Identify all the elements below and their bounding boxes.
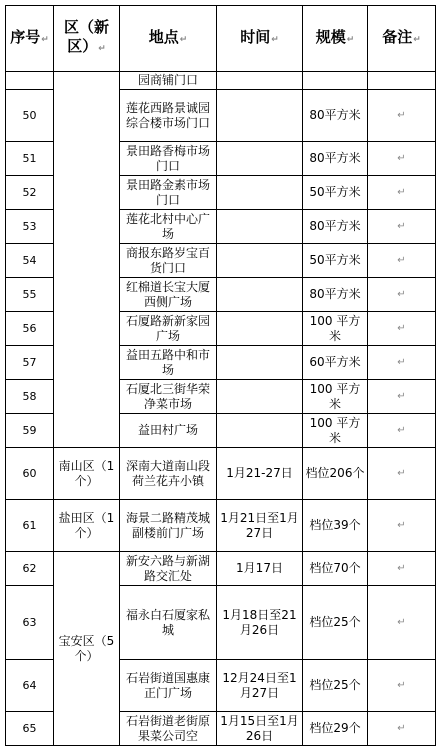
row-scale-cell: 档位39个: [303, 500, 368, 552]
row-no-cell: 62: [6, 552, 54, 586]
row-time-cell: 1月17日: [217, 552, 303, 586]
row-no-cell: 65: [6, 712, 54, 746]
row-scale-cell: 60平方米: [303, 346, 368, 380]
row-location-cell: 益田五路中和市场: [120, 346, 217, 380]
paragraph-mark-icon: ↵: [179, 34, 188, 45]
row-location-cell: 莲花北村中心广场: [120, 210, 217, 244]
row-no-cell: 51: [6, 142, 54, 176]
row-location-cell: 深南大道南山段荷兰花卉小镇: [120, 448, 217, 500]
row-scale-cell: 100 平方米: [303, 414, 368, 448]
row-location-cell: 园商铺门口: [120, 72, 217, 90]
header-scale: 规模↵: [303, 6, 368, 72]
row-note-cell: ↵: [368, 586, 436, 660]
header-no: 序号↵: [6, 6, 54, 72]
row-time-cell: 1月21-27日: [217, 448, 303, 500]
row-note-cell: ↵: [368, 244, 436, 278]
row-no-cell: 63: [6, 586, 54, 660]
schedule-table: [5, 5, 436, 746]
table-row: [6, 448, 436, 500]
row-no-cell: 54: [6, 244, 54, 278]
row-location-cell: 福永白石厦家私城: [120, 586, 217, 660]
row-location-cell: 红棉道长宝大厦西侧广场: [120, 278, 217, 312]
row-no-cell: 59: [6, 414, 54, 448]
row-time-cell: [217, 90, 303, 142]
row-location-cell: 海景二路精茂城副楼前门广场: [120, 500, 217, 552]
row-note-cell: ↵: [368, 312, 436, 346]
row-scale-cell: 100 平方米: [303, 380, 368, 414]
row-time-cell: [217, 380, 303, 414]
row-scale-cell: 档位25个: [303, 660, 368, 712]
row-scale-cell: 80平方米: [303, 142, 368, 176]
header-district: 区（新区）↵: [54, 6, 120, 72]
header-location: 地点↵: [120, 6, 217, 72]
row-location-cell: 商报东路岁宝百货门口: [120, 244, 217, 278]
row-time-cell: [217, 312, 303, 346]
row-location-cell: 石厦北三街华荣净菜市场: [120, 380, 217, 414]
row-scale-cell: 80平方米: [303, 278, 368, 312]
header-time: 时间↵: [217, 6, 303, 72]
row-time-cell: 1月15日至1月26日: [217, 712, 303, 746]
row-note-cell: [368, 72, 436, 90]
row-district-cell: [54, 72, 120, 448]
paragraph-mark-icon: ↵: [41, 34, 49, 45]
row-location-cell: 景田路香梅市场门口: [120, 142, 217, 176]
table-row: [6, 500, 436, 552]
row-time-cell: 1月18日至21月26日: [217, 586, 303, 660]
row-time-cell: [217, 176, 303, 210]
row-no-cell: 57: [6, 346, 54, 380]
row-note-cell: ↵: [368, 346, 436, 380]
row-no-cell: 61: [6, 500, 54, 552]
row-scale-cell: 50平方米: [303, 176, 368, 210]
row-note-cell: ↵: [368, 176, 436, 210]
row-scale-cell: 100 平方米: [303, 312, 368, 346]
row-time-cell: [217, 210, 303, 244]
row-no-cell: 52: [6, 176, 54, 210]
row-district-cell: 盐田区（1个）: [54, 500, 120, 552]
row-note-cell: ↵: [368, 712, 436, 746]
row-location-cell: 新安六路与新湖路交汇处: [120, 552, 217, 586]
table-header-row: [6, 6, 436, 72]
row-note-cell: ↵: [368, 448, 436, 500]
row-location-cell: 石岩街道国惠康正门广场: [120, 660, 217, 712]
row-time-cell: 12月24日至1月27日: [217, 660, 303, 712]
row-district-cell: 宝安区（5个）: [54, 552, 120, 746]
row-time-cell: [217, 278, 303, 312]
row-location-cell: 石厦路新新家园广场: [120, 312, 217, 346]
row-location-cell: 益田村广场: [120, 414, 217, 448]
row-scale-cell: 档位70个: [303, 552, 368, 586]
row-time-cell: [217, 244, 303, 278]
row-scale-cell: 80平方米: [303, 90, 368, 142]
row-scale-cell: 档位206个: [303, 448, 368, 500]
row-note-cell: ↵: [368, 660, 436, 712]
row-time-cell: 1月21日至1月27日: [217, 500, 303, 552]
row-scale-cell: 档位25个: [303, 586, 368, 660]
row-note-cell: ↵: [368, 552, 436, 586]
row-no-cell: 60: [6, 448, 54, 500]
row-location-cell: 莲花西路景诚园综合楼市场门口: [120, 90, 217, 142]
table-row: [6, 72, 436, 90]
row-no-cell: 53: [6, 210, 54, 244]
row-time-cell: [217, 346, 303, 380]
row-scale-cell: 80平方米: [303, 210, 368, 244]
row-note-cell: ↵: [368, 90, 436, 142]
row-no-cell: 64: [6, 660, 54, 712]
row-district-cell: 南山区（1个）: [54, 448, 120, 500]
row-no-cell: 56: [6, 312, 54, 346]
paragraph-mark-icon: ↵: [98, 44, 106, 54]
row-no-cell: [6, 72, 54, 90]
row-no-cell: 58: [6, 380, 54, 414]
table-row: [6, 552, 436, 586]
paragraph-mark-icon: ↵: [346, 34, 355, 45]
row-note-cell: ↵: [368, 414, 436, 448]
row-no-cell: 50: [6, 90, 54, 142]
row-scale-cell: [303, 72, 368, 90]
row-note-cell: ↵: [368, 142, 436, 176]
row-location-cell: 石岩街道老街原果菜公司空: [120, 712, 217, 746]
paragraph-mark-icon: ↵: [271, 34, 279, 45]
paragraph-mark-icon: ↵: [413, 34, 421, 45]
row-scale-cell: 档位29个: [303, 712, 368, 746]
row-time-cell: [217, 72, 303, 90]
row-note-cell: ↵: [368, 278, 436, 312]
row-location-cell: 景田路金素市场门口: [120, 176, 217, 210]
header-note: 备注↵: [368, 6, 436, 72]
row-time-cell: [217, 142, 303, 176]
row-note-cell: ↵: [368, 380, 436, 414]
row-note-cell: ↵: [368, 210, 436, 244]
row-time-cell: [217, 414, 303, 448]
row-note-cell: ↵: [368, 500, 436, 552]
row-scale-cell: 50平方米: [303, 244, 368, 278]
row-no-cell: 55: [6, 278, 54, 312]
